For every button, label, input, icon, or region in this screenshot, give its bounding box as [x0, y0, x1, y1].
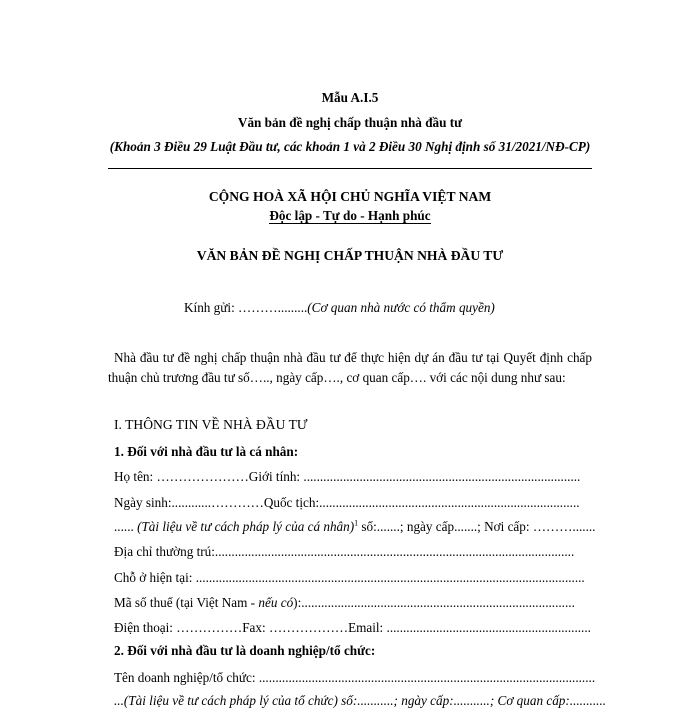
recipient-placeholder: (Cơ quan nhà nước có thẩm quyền)	[307, 300, 495, 315]
recipient-line	[184, 300, 495, 316]
organization-subheading: 2. Đối với nhà đầu tư là doanh nghiệp/tổ chức:	[114, 643, 376, 658]
field-legal-document	[114, 519, 595, 535]
national-motto-wrap	[0, 207, 700, 225]
tax-rest: ):...................................................................................	[293, 595, 575, 610]
recipient-dots: ……….........	[238, 300, 308, 315]
section-heading: I. THÔNG TIN VỀ NHÀ ĐẦU TƯ	[114, 417, 308, 432]
field-permanent-address: Địa chỉ thường trú:.............................................................................................................	[114, 544, 575, 559]
document-title: VĂN BẢN ĐỀ NGHỊ CHẤP THUẬN NHÀ ĐẦU TƯ	[196, 248, 504, 263]
intro-line-1: Nhà đầu tư đề nghị chấp thuận nhà đầu tư để thực hiện dự án đầu tư tại Quyết định chấp	[114, 350, 592, 365]
field-dob-nationality: Ngày sinh:............…………Quốc tịch:...............................................................................	[114, 495, 580, 510]
field-name-gender: Họ tên: …………………Giới tính: ....................................................................................	[114, 469, 581, 484]
recipient-label: Kính gửi:	[184, 300, 239, 315]
field-phone-fax-email: Điện thoại: ……………Fax: ………………Email: ..............................................................	[114, 620, 591, 635]
form-title: Văn bản đề nghị chấp thuận nhà đầu tư	[237, 115, 463, 130]
field-organization-name: Tên doanh nghiệp/tổ chức: ......................................................................................................	[114, 670, 596, 685]
national-motto: Độc lập - Tự do - Hạnh phúc	[269, 208, 431, 223]
legal-basis: (Khoản 3 Điều 29 Luật Đầu tư, các khoản 1 và 2 Điều 30 Nghị định số 31/2021/NĐ-CP)	[109, 139, 591, 154]
tax-note: nếu có	[258, 595, 294, 610]
individual-subheading: 1. Đối với nhà đầu tư là cá nhân:	[114, 444, 299, 459]
footnote-marker: 1	[354, 518, 359, 528]
id-rest: số:.......; ngày cấp.......; Nơi cấp: ……….......	[358, 519, 596, 534]
header-divider	[108, 168, 592, 169]
id-doc-label: (Tài liệu về tư cách pháp lý của cá nhân)	[137, 519, 355, 534]
tax-label: Mã số thuế (tại Việt Nam -	[114, 595, 259, 610]
id-prefix: ......	[114, 519, 138, 534]
field-organization-document: ...(Tài liệu về tư cách pháp lý của tổ chức) số:...........; ngày cấp:...........; Cơ quan cấp:...........	[114, 693, 607, 708]
national-title: CỘNG HOÀ XÃ HỘI CHỦ NGHĨA VIỆT NAM	[208, 189, 492, 204]
form-code: Mẫu A.I.5	[321, 90, 379, 105]
intro-line-2: thuận chủ trương đầu tư số….., ngày cấp…., cơ quan cấp…. với các nội dung như sau:	[108, 370, 566, 385]
field-current-residence: Chỗ ở hiện tại: ......................................................................................................................	[114, 570, 585, 585]
field-tax-code	[114, 595, 575, 611]
